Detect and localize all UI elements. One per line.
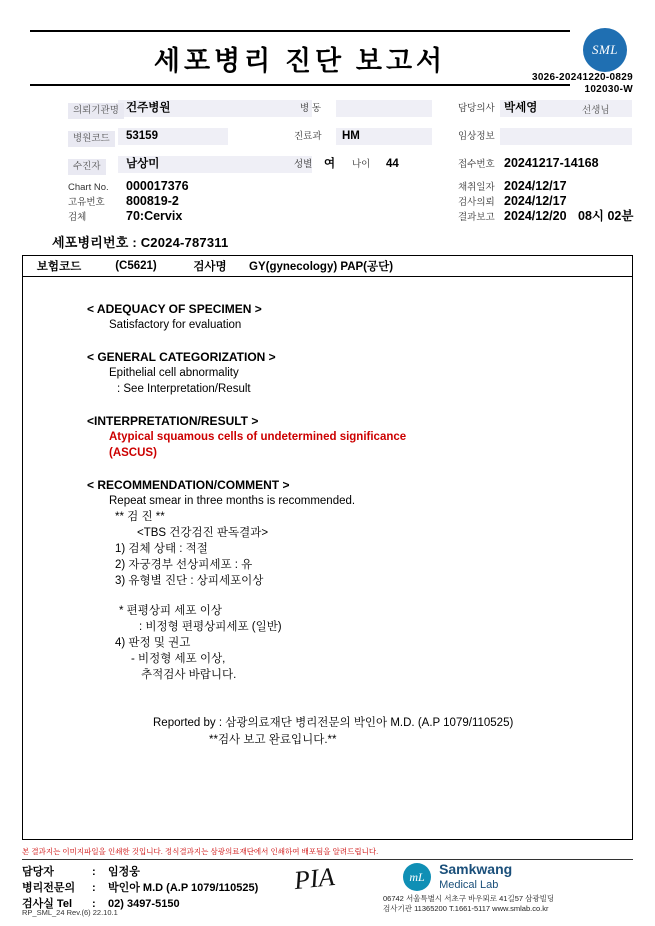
value-sex: 여 xyxy=(324,158,336,170)
label-ward: 병 동 xyxy=(300,103,321,114)
lab-address-line1: 06742 서울특별시 서초구 바우뫼로 41길57 삼광빌딩 xyxy=(383,894,555,903)
lab-address xyxy=(383,894,633,914)
lab-address-line2: 검사기관 11365200 T.1661-5117 www.smlab.co.kr xyxy=(383,904,549,913)
label-reported: 결과보고 xyxy=(458,212,495,223)
judgement-heading: 4) 판정 및 권고 xyxy=(115,637,191,649)
recommendation-text: Repeat smear in three months is recommended. xyxy=(109,495,356,507)
signature-image: PIA xyxy=(292,861,336,896)
report-complete: **검사 보고 완료입니다.** xyxy=(209,734,337,746)
interpretation-result-line2: (ASCUS) xyxy=(109,447,157,459)
squamous-line: : 비정형 편평상피세포 (일반) xyxy=(139,621,282,633)
label-test-name: 검사명 xyxy=(193,261,227,273)
label-unique-no: 고유번호 xyxy=(68,197,105,208)
value-reported-time: 08시 02분 xyxy=(578,209,634,223)
footer-key-tel: 검사실 Tel xyxy=(22,898,73,910)
test-code-row xyxy=(23,256,632,277)
value-accession: 20241217-14168 xyxy=(504,156,599,170)
clinical-field-bg xyxy=(500,128,632,145)
pathology-number: 세포병리번호 : C2024-787311 xyxy=(52,235,229,250)
lab-logo-text xyxy=(439,862,512,892)
result-box xyxy=(22,255,633,840)
result-body xyxy=(23,277,632,749)
label-age: 나이 xyxy=(352,159,371,170)
label-insurance-code: 보험코드 xyxy=(36,261,82,273)
lab-name-line2: Medical Lab xyxy=(439,879,499,891)
value-doctor: 박세영 xyxy=(504,102,538,114)
label-institution: 의뢰기관명 xyxy=(68,103,124,119)
value-dept: HM xyxy=(342,130,360,142)
value-doctor-suffix: 선생님 xyxy=(582,105,610,116)
tbs-item-3: 3) 유형별 진단 : 상피세포이상 xyxy=(115,575,264,587)
sml-logo-icon: SML xyxy=(583,28,627,72)
value-requested: 2024/12/17 xyxy=(504,194,567,208)
label-accession: 접수번호 xyxy=(458,159,495,170)
report-footer xyxy=(22,859,633,926)
label-specimen: 검체 xyxy=(68,212,87,223)
general-text-1: Epithelial cell abnormality xyxy=(109,367,239,379)
value-test-name: GY(gynecology) PAP(공단) xyxy=(249,261,394,273)
general-heading: < GENERAL CATEGORIZATION > xyxy=(87,350,276,364)
lab-logo xyxy=(403,862,633,892)
disclaimer-text: 본 결과지는 이미지파일을 인쇄한 것입니다. 정식결과지는 삼광의료재단에서 인쇄하여 배포됨을 알려드립니다. xyxy=(22,847,379,856)
adequacy-text: Satisfactory for evaluation xyxy=(109,319,242,331)
footer-colon-tel: : xyxy=(92,898,96,910)
label-requested: 검사의뢰 xyxy=(458,197,495,208)
lab-mark-icon: mL xyxy=(403,863,431,891)
label-sex: 성별 xyxy=(294,159,313,170)
judgement-line-2: 추적검사 바랍니다. xyxy=(141,669,237,681)
value-collected: 2024/12/17 xyxy=(504,179,567,193)
label-patient: 수진자 xyxy=(68,159,106,175)
barcode-line2: 102030-W xyxy=(584,84,633,95)
interpretation-heading: <INTERPRETATION/RESULT > xyxy=(87,414,259,428)
reported-by: Reported by : 삼광의료재단 병리전문의 박인아 M.D. (A.P 1079/110525) xyxy=(153,717,514,729)
footer-value-staff: 임정웅 xyxy=(108,866,140,878)
value-hospital-code: 53159 xyxy=(126,130,158,142)
general-text-2: : See Interpretation/Result xyxy=(117,383,251,395)
footer-colon-pathologist: : xyxy=(92,882,96,894)
barcode-number xyxy=(532,72,633,96)
footer-key-staff: 담당자 xyxy=(22,866,54,878)
value-chart-no: 000017376 xyxy=(126,179,189,193)
tbs-stars: ** 검 진 ** xyxy=(115,511,165,523)
label-dept: 진료과 xyxy=(294,131,322,142)
page-title: 세포병리 진단 보고서 xyxy=(153,45,447,76)
label-hospital-code: 병원코드 xyxy=(68,131,115,147)
value-unique-no: 800819-2 xyxy=(126,194,179,208)
lab-name-line1: Samkwang xyxy=(439,861,513,877)
title-band xyxy=(30,30,570,86)
label-clinical: 임상정보 xyxy=(458,131,495,142)
label-chart-no: Chart No. xyxy=(68,182,109,193)
value-reported-date: 2024/12/20 xyxy=(504,209,567,223)
barcode-line1: 3026-20241220-0829 xyxy=(531,72,633,83)
footer-colon-staff: : xyxy=(92,866,96,878)
value-patient: 남상미 xyxy=(126,158,160,170)
form-revision: RP_SML_24 Rev.(6) 22.10.1 xyxy=(22,908,118,917)
footer-key-pathologist: 병리전문의 xyxy=(22,882,76,894)
squamous-title: * 편평상피 세포 이상 xyxy=(119,605,222,617)
reported-by-block xyxy=(87,715,632,749)
report-header xyxy=(0,0,655,95)
value-specimen: 70:Cervix xyxy=(126,209,183,223)
footer-value-tel: 02) 3497-5150 xyxy=(108,898,180,910)
judgement-line-1: - 비정형 세포 이상, xyxy=(131,653,226,665)
adequacy-heading: < ADEQUACY OF SPECIMEN > xyxy=(87,302,262,316)
label-doctor: 담당의사 xyxy=(458,103,495,114)
tbs-item-2: 2) 자궁경부 선상피세포 : 유 xyxy=(115,559,253,571)
value-insurance-code: (C5621) xyxy=(115,260,157,272)
patient-info-grid xyxy=(22,100,633,228)
footer-value-pathologist: 박인아 M.D (A.P 1079/110525) xyxy=(108,882,259,894)
tbs-title: <TBS 건강검진 판독결과> xyxy=(137,527,269,539)
recommendation-heading: < RECOMMENDATION/COMMENT > xyxy=(87,478,290,492)
tbs-item-1: 1) 검체 상태 : 적절 xyxy=(115,543,208,555)
interpretation-result-line1: Atypical squamous cells of undetermined significance xyxy=(109,431,407,443)
label-collected: 채취일자 xyxy=(458,182,495,193)
value-age: 44 xyxy=(386,158,399,170)
ward-field-bg xyxy=(336,100,432,117)
value-institution: 건주병원 xyxy=(126,102,171,114)
